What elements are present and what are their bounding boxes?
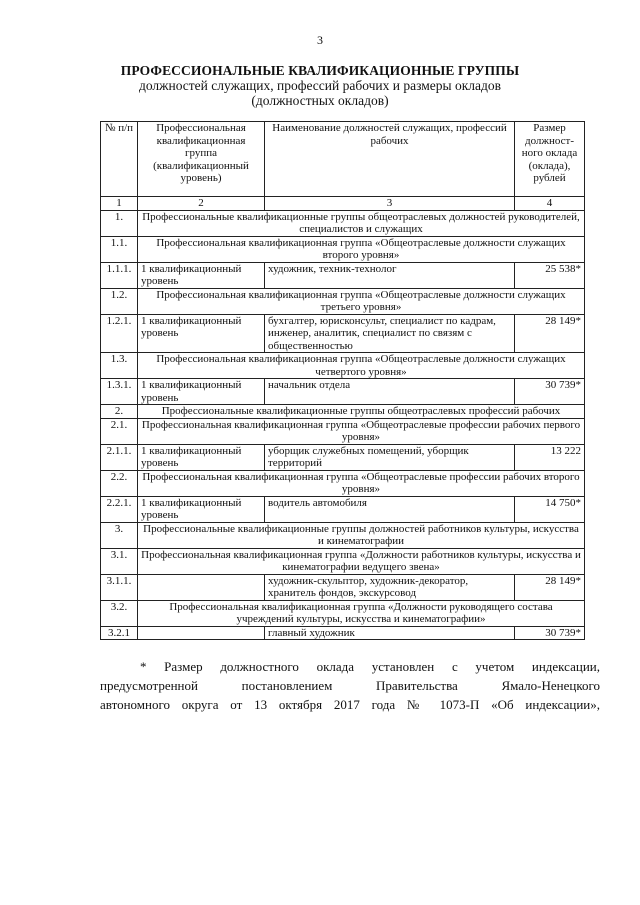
qualification-level: 1 квалификационный уровень <box>138 262 265 288</box>
group-row <box>101 210 585 236</box>
row-number: 2. <box>101 405 138 419</box>
title-line-1: ПРОФЕССИОНАЛЬНЫЕ КВАЛИФИКАЦИОННЫЕ ГРУППЫ <box>120 63 520 78</box>
positions: главный художник <box>265 626 515 640</box>
row-number: 1. <box>101 210 138 236</box>
salary-table <box>100 121 585 640</box>
footnote-line-2: предусмотренной постановлением Правительства Ямало-Ненецкого <box>100 678 600 693</box>
row-number: 1.3.1. <box>101 379 138 405</box>
row-number: 2.1. <box>101 418 138 444</box>
header-num: № п/п <box>101 122 138 197</box>
group-title: Профессиональные квалификационные группы общеотраслевых должностей руководителей, специалистов и служащих <box>138 210 585 236</box>
salary-value: 28 149* <box>515 574 585 600</box>
index-cell: 3 <box>265 197 515 211</box>
group-row <box>101 353 585 379</box>
index-cell: 1 <box>101 197 138 211</box>
positions: бухгалтер, юрисконсульт, специалист по кадрам, инженер, аналитик, специалист по связям с общественностью <box>265 314 515 353</box>
row-number: 2.2. <box>101 470 138 496</box>
table-index-row <box>101 197 585 211</box>
header-positions: Наименование должностей служащих, профессий рабочих <box>265 122 515 197</box>
table-row <box>101 496 585 522</box>
table-row <box>101 574 585 600</box>
positions: начальник отдела <box>265 379 515 405</box>
positions: водитель автомобиля <box>265 496 515 522</box>
index-cell: 2 <box>138 197 265 211</box>
salary-value: 25 538* <box>515 262 585 288</box>
document-title <box>0 63 640 108</box>
salary-value: 13 222 <box>515 444 585 470</box>
qualification-level: 1 квалификационный уровень <box>138 444 265 470</box>
group-row <box>101 288 585 314</box>
row-number: 1.2.1. <box>101 314 138 353</box>
table-header-row <box>101 122 585 197</box>
group-title: Профессиональные квалификационные группы должностей работников культуры, искусства и кинематографии <box>138 522 585 548</box>
qualification-level: 1 квалификационный уровень <box>138 314 265 353</box>
index-cell: 4 <box>515 197 585 211</box>
header-salary: Размер должност-ного оклада (оклада), рублей <box>515 122 585 197</box>
group-title: Профессиональная квалификационная группа «Общеотраслевые должности служащих четвертого уровня» <box>138 353 585 379</box>
page-number: 3 <box>317 33 323 47</box>
group-title: Профессиональная квалификационная группа «Общеотраслевые должности служащих третьего уровня» <box>138 288 585 314</box>
positions: художник, техник-технолог <box>265 262 515 288</box>
row-number: 3.2. <box>101 600 138 626</box>
table-row <box>101 626 585 640</box>
positions: художник-скульптор, художник-декоратор, хранитель фондов, экскурсовод <box>265 574 515 600</box>
table-row <box>101 444 585 470</box>
row-number: 3. <box>101 522 138 548</box>
group-row <box>101 522 585 548</box>
qualification-level <box>138 626 265 640</box>
group-row <box>101 236 585 262</box>
row-number: 3.1. <box>101 548 138 574</box>
group-title: Профессиональная квалификационная группа «Должности руководящего состава учреждений культуры, искусства и кинематографии» <box>138 600 585 626</box>
positions: уборщик служебных помещений, уборщик территорий <box>265 444 515 470</box>
row-number: 1.1. <box>101 236 138 262</box>
group-title: Профессиональная квалификационная группа «Должности работников культуры, искусства и кинематографии ведущего звена» <box>138 548 585 574</box>
footnote-line-1: * Размер должностного оклада установлен с учетом индексации, <box>140 659 600 674</box>
group-title: Профессиональная квалификационная группа «Общеотраслевые профессии рабочих второго уровня» <box>138 470 585 496</box>
group-row <box>101 470 585 496</box>
row-number: 3.2.1 <box>101 626 138 640</box>
row-number: 3.1.1. <box>101 574 138 600</box>
title-line-3: (должностных окладов) <box>251 93 389 108</box>
qualification-level: 1 квалификационный уровень <box>138 379 265 405</box>
footnote-line-3: автономного округа от 13 октября 2017 года № 1073-П «Об индексации», <box>100 697 600 712</box>
group-title: Профессиональные квалификационные группы общеотраслевых профессий рабочих <box>138 405 585 419</box>
title-line-2: должностей служащих, профессий рабочих и размеры окладов <box>138 78 502 93</box>
qualification-level: 1 квалификационный уровень <box>138 496 265 522</box>
row-number: 1.3. <box>101 353 138 379</box>
table-row <box>101 314 585 353</box>
salary-value: 30 739* <box>515 626 585 640</box>
group-row <box>101 418 585 444</box>
row-number: 2.1.1. <box>101 444 138 470</box>
row-number: 1.2. <box>101 288 138 314</box>
salary-value: 30 739* <box>515 379 585 405</box>
header-group: Профессиональная квалификационная группа (квалификационный уровень) <box>138 122 265 197</box>
footnote <box>100 657 600 714</box>
salary-value: 14 750* <box>515 496 585 522</box>
qualification-level <box>138 574 265 600</box>
row-number: 1.1.1. <box>101 262 138 288</box>
group-row <box>101 405 585 419</box>
table-row <box>101 379 585 405</box>
table-row <box>101 262 585 288</box>
group-row <box>101 548 585 574</box>
row-number: 2.2.1. <box>101 496 138 522</box>
group-title: Профессиональная квалификационная группа «Общеотраслевые должности служащих второго уровня» <box>138 236 585 262</box>
salary-value: 28 149* <box>515 314 585 353</box>
group-title: Профессиональная квалификационная группа «Общеотраслевые профессии рабочих первого уровня» <box>138 418 585 444</box>
table-body <box>101 210 585 640</box>
group-row <box>101 600 585 626</box>
